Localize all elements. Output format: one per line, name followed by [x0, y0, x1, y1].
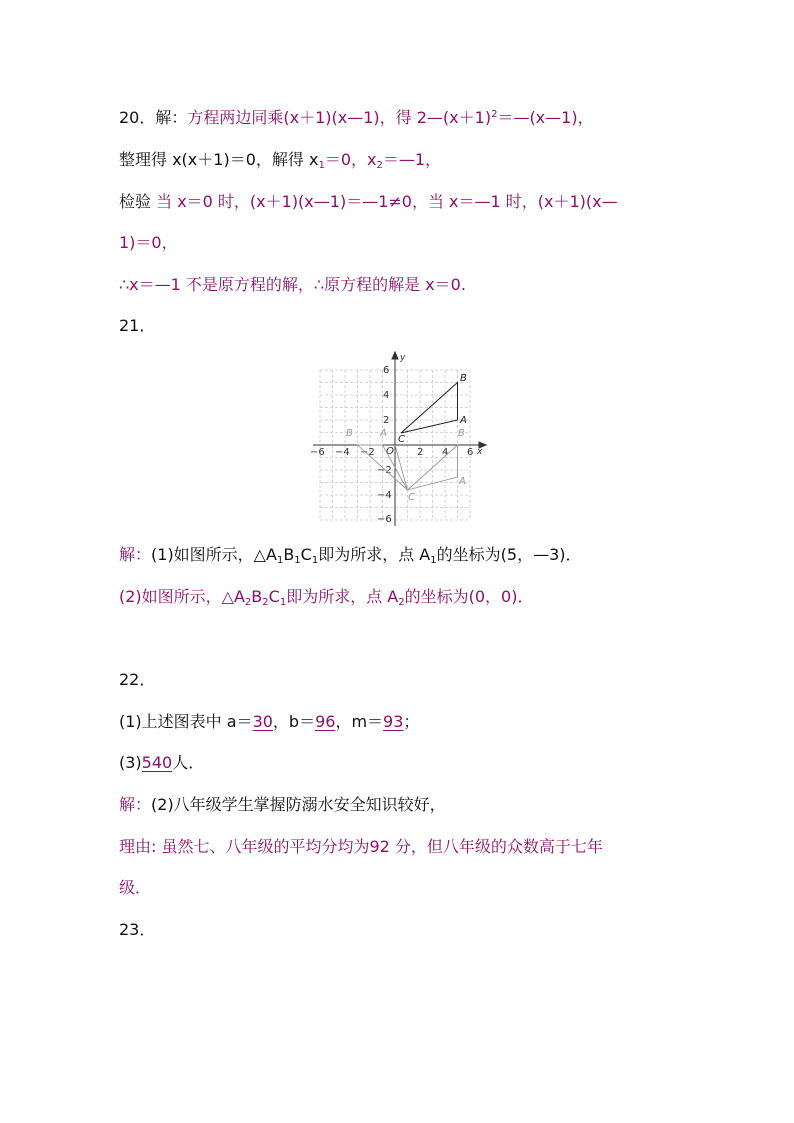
- q20-check-text: 当 x＝0 时，(x＋1)(x—1)＝—1≠0，当 x＝—1 时，(x＋1)(x—: [151, 192, 618, 211]
- svg-text:−4: −4: [377, 490, 392, 501]
- svg-text:4: 4: [442, 447, 449, 458]
- q21-sol2-sub-4: 2: [398, 597, 405, 608]
- svg-text:A: A: [459, 476, 466, 487]
- x-axis-label: x: [477, 447, 483, 457]
- q23-number: 23．: [119, 920, 156, 939]
- q22-l2-text-a: (3): [119, 753, 142, 772]
- q21-sol2-text-b: B: [251, 587, 263, 606]
- q20-root-1: ＝0，x: [324, 150, 377, 169]
- q22-line-4: 理由: 虽然七、八年级的平均分均为92 分，但八年级的众数高于七年: [119, 837, 603, 856]
- q21-sol1-text-e: 的坐标为(5，—3)．: [436, 545, 582, 564]
- svg-text:2: 2: [417, 447, 424, 458]
- q21-number: 21．: [119, 316, 156, 335]
- q20-line-5: ∴x＝—1 不是原方程的解，∴原方程的解是 x＝0.: [119, 275, 466, 294]
- q20-sub-1: 1: [318, 160, 325, 171]
- q22-answer-people: 540: [141, 753, 173, 772]
- q22-line-2: [119, 753, 204, 773]
- q22-l2-text-b: 人．: [172, 753, 205, 772]
- q20-simplify-text: 整理得 x(x＋1)＝0，解得 x: [119, 150, 319, 169]
- label-a: A: [460, 415, 467, 426]
- q22-l1-text-d: ；: [403, 712, 420, 731]
- q21-sol2-text-a: (2)如图所示，△A: [119, 587, 245, 606]
- q21-sol2-text-c: C: [268, 587, 280, 606]
- q20-solve-label: 解：: [155, 108, 188, 127]
- q21-sol1-text-b: B: [283, 545, 295, 564]
- svg-text:2: 2: [383, 415, 390, 426]
- svg-text:−4: −4: [335, 447, 350, 458]
- q21-sol2-text-d: 即为所求，点 A: [286, 587, 399, 606]
- svg-text:−2: −2: [377, 465, 392, 476]
- q21-sol2-text-e: 的坐标为(0，0)．: [404, 587, 534, 606]
- q20-line-1: [119, 108, 594, 128]
- svg-text:B: B: [458, 428, 465, 439]
- q21-sol1-text-d: 即为所求，点 A: [318, 545, 431, 564]
- label-b: B: [460, 373, 467, 384]
- q21-sol2-sub-1: 2: [244, 597, 252, 608]
- q20-number: 20．: [119, 108, 156, 127]
- q21-sol2-sub-3: 1: [279, 597, 287, 608]
- q22-solve-label: 解：: [119, 795, 152, 814]
- transformed-labels: [346, 428, 466, 503]
- q22-number: 22．: [119, 670, 156, 689]
- q21-sol1-sub-2: 1: [294, 555, 301, 566]
- q21-sol1-text-c: C: [300, 545, 312, 564]
- q22-answer-a: 30: [252, 712, 273, 731]
- svg-text:−2: −2: [360, 447, 375, 458]
- q22-answer-m: 93: [383, 712, 404, 731]
- triangle-abc: [401, 383, 458, 434]
- q21-solution-1: [119, 545, 582, 565]
- q20-line-3: [119, 192, 618, 212]
- q21-sol1-text-a: (1)如图所示，△A: [151, 545, 277, 564]
- q21-sol2-sub-2: 2: [262, 597, 269, 608]
- q21-sol1-sub-3: 1: [311, 555, 319, 566]
- svg-text:C: C: [408, 492, 415, 503]
- q21-sol1-sub-4: 1: [430, 555, 437, 566]
- q22-line-1: [119, 712, 419, 732]
- svg-text:6: 6: [467, 447, 474, 458]
- q22-l1-text-b: ，b＝: [272, 712, 316, 731]
- q20-line-4: 1)＝0，: [119, 233, 178, 252]
- q22-line-5: 级．: [119, 878, 152, 897]
- q20-line-2: [119, 150, 441, 170]
- q20-check-label: 检验: [119, 192, 152, 211]
- y-axis-label: y: [400, 353, 406, 363]
- svg-text:−6: −6: [377, 514, 392, 525]
- label-c: C: [398, 434, 405, 445]
- coordinate-graph: [310, 350, 490, 530]
- q21-sol1-sub-1: 1: [276, 555, 284, 566]
- q22-l1-text-c: ，m＝: [335, 712, 384, 731]
- svg-text:A: A: [380, 428, 387, 439]
- q22-line-3: [119, 795, 446, 815]
- q20-sub-2: 2: [376, 160, 383, 171]
- svg-text:4: 4: [383, 390, 390, 401]
- q22-l3-text-b: (2)八年级学生掌握防溺水安全知识较好，: [151, 795, 446, 814]
- q21-solution-2: [119, 587, 533, 607]
- svg-text:6: 6: [383, 365, 390, 376]
- q22-l1-text-a: (1)上述图表中 a＝: [119, 712, 253, 731]
- q20-root-2: ＝—1，: [382, 150, 442, 169]
- q22-answer-b: 96: [315, 712, 336, 731]
- q20-equation-1: 方程两边同乘(x＋1)(x—1)，得 $2—(x+1)^2=—(x—1)$，: [187, 108, 594, 127]
- svg-text:−6: −6: [310, 447, 325, 458]
- svg-text:B: B: [346, 428, 353, 439]
- q21-solve-label: 解：: [119, 545, 152, 564]
- origin-label: O: [386, 446, 394, 457]
